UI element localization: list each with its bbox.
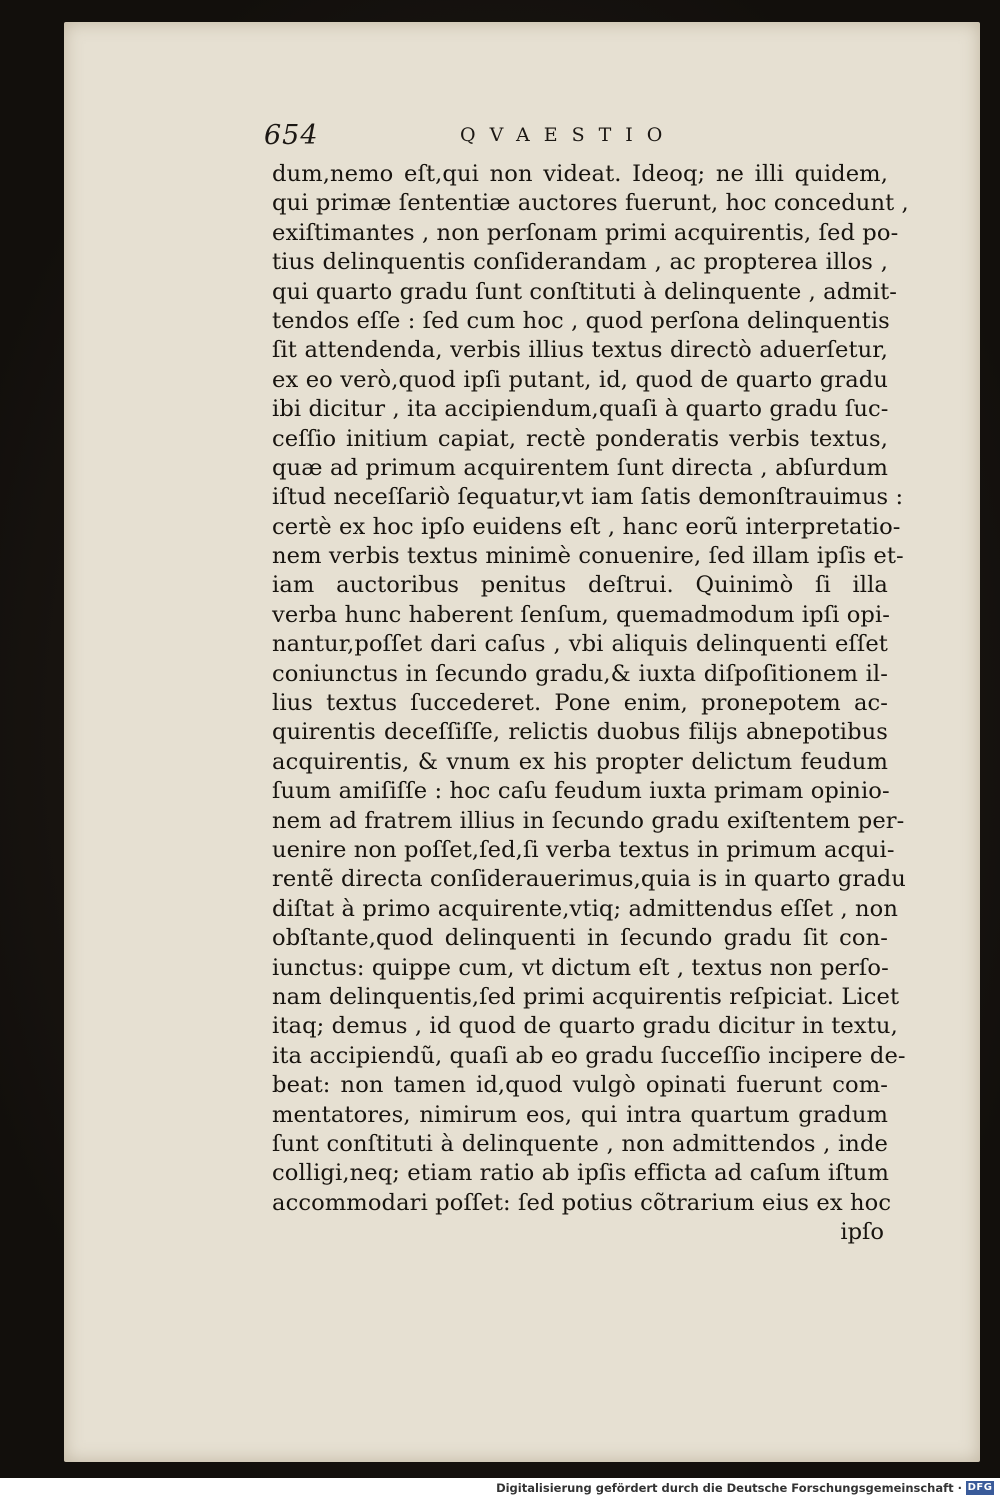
- text-line: certè ex hoc ipſo euidens eſt , hanc eorũ interpretatio-: [272, 513, 901, 540]
- text-line: obſtante,quod delinquenti in ſecundo gradu ſit con-: [272, 925, 888, 952]
- text-line: mentatores, nimirum eos, qui intra quartum gradum: [272, 1101, 888, 1128]
- text-line: lius textus ſuccederet. Pone enim, pronepotem ac-: [272, 690, 888, 717]
- text-line: dum,nemo eſt,qui non videat. Ideoq; ne illi quidem,: [272, 161, 888, 187]
- text-line: nantur,poſſet dari caſus , vbi aliquis delinquenti eſſet: [272, 631, 888, 658]
- text-line: itaq; demus , id quod de quarto gradu dicitur in textu,: [272, 1013, 898, 1040]
- text-line: tendos eſſe : ſed cum hoc , quod perſona delinquentis: [272, 307, 890, 334]
- text-line: beat: non tamen id,quod vulgò opinati fuerunt com-: [272, 1072, 888, 1099]
- body-text: [272, 160, 909, 1247]
- text-line: accommodari poſſet: ſed potius cõtrarium eius ex hoc: [272, 1189, 892, 1216]
- text-line: tius delinquentis conſiderandam , ac propterea illos ,: [272, 249, 888, 276]
- text-line: qui quarto gradu ſunt conſtituti à delinquente , admit-: [272, 278, 898, 305]
- dfg-logo: DFG: [967, 1482, 993, 1493]
- text-line: rentẽ directa conſiderauerimus,quia is in quarto gradu: [272, 866, 906, 893]
- running-head: QVAESTIO: [460, 124, 677, 146]
- text-line: colligi,neq; etiam ratio ab ipſis efficta ad caſum iſtum: [272, 1160, 889, 1187]
- text-line: quæ ad primum acquirentem ſunt directa , abſurdum: [272, 454, 888, 481]
- page-header: [264, 120, 824, 160]
- text-line: verba hunc haberent ſenſum, quemadmodum ipſi opi-: [272, 601, 891, 628]
- page-number: 654: [264, 120, 319, 151]
- text-line: iunctus: quippe cum, vt dictum eſt , textus non perſo-: [272, 954, 889, 981]
- text-line: ſit attendenda, verbis illius textus directò aduerſetur,: [272, 337, 888, 364]
- text-line: quirentis deceſſiſſe, relictis duobus filijs abnepotibus: [272, 719, 888, 746]
- text-line: diſtat à primo acquirente,vtiq; admittendus eſſet , non: [272, 895, 899, 922]
- text-line: ſuum amiſiſſe : hoc caſu feudum iuxta primam opinio-: [272, 778, 890, 805]
- text-line: ibi dicitur , ita accipiendum,quaſi à quarto gradu ſuc-: [272, 396, 889, 423]
- text-line: acquirentis, & vnum ex his propter delictum feudum: [272, 748, 888, 775]
- funding-notice: Digitalisierung gefördert durch die Deutsche Forschungsgemeinschaft ·: [496, 1481, 962, 1495]
- text-line: nam delinquentis,ſed primi acquirentis reſpiciat. Licet: [272, 983, 900, 1010]
- text-line: iam auctoribus penitus deſtrui. Quinimò ſi illa: [272, 572, 888, 599]
- text-line: uenire non poſſet,ſed,ſi verba textus in primum acqui-: [272, 836, 895, 863]
- text-line: nem ad fratrem illius in ſecundo gradu exiſtentem per-: [272, 807, 905, 834]
- footer-bar: [0, 1478, 1000, 1499]
- text-line: ſunt conſtituti à delinquente , non admittendos , inde: [272, 1130, 888, 1157]
- text-line: coniunctus in ſecundo gradu,& iuxta diſpoſitionem il-: [272, 660, 888, 687]
- text-line: exiſtimantes , non perſonam primi acquirentis, ſed po-: [272, 219, 899, 246]
- text-line: qui primæ ſententiæ auctores fuerunt, hoc concedunt ,: [272, 190, 909, 217]
- text-line: nem verbis textus minimè conuenire, ſed illam ipſis et-: [272, 543, 904, 570]
- catchword: ipſo: [840, 1219, 884, 1246]
- text-line: ex eo verò,quod ipſi putant, id, quod de quarto gradu: [272, 366, 888, 393]
- text-line: ita accipiendũ, quaſi ab eo gradu ſucceſſio incipere de-: [272, 1042, 906, 1069]
- text-line: ceſſio initium capiat, rectè ponderatis verbis textus,: [272, 425, 888, 452]
- text-line: iſtud neceſſariò ſequatur,vt iam ſatis demonſtrauimus :: [272, 484, 904, 511]
